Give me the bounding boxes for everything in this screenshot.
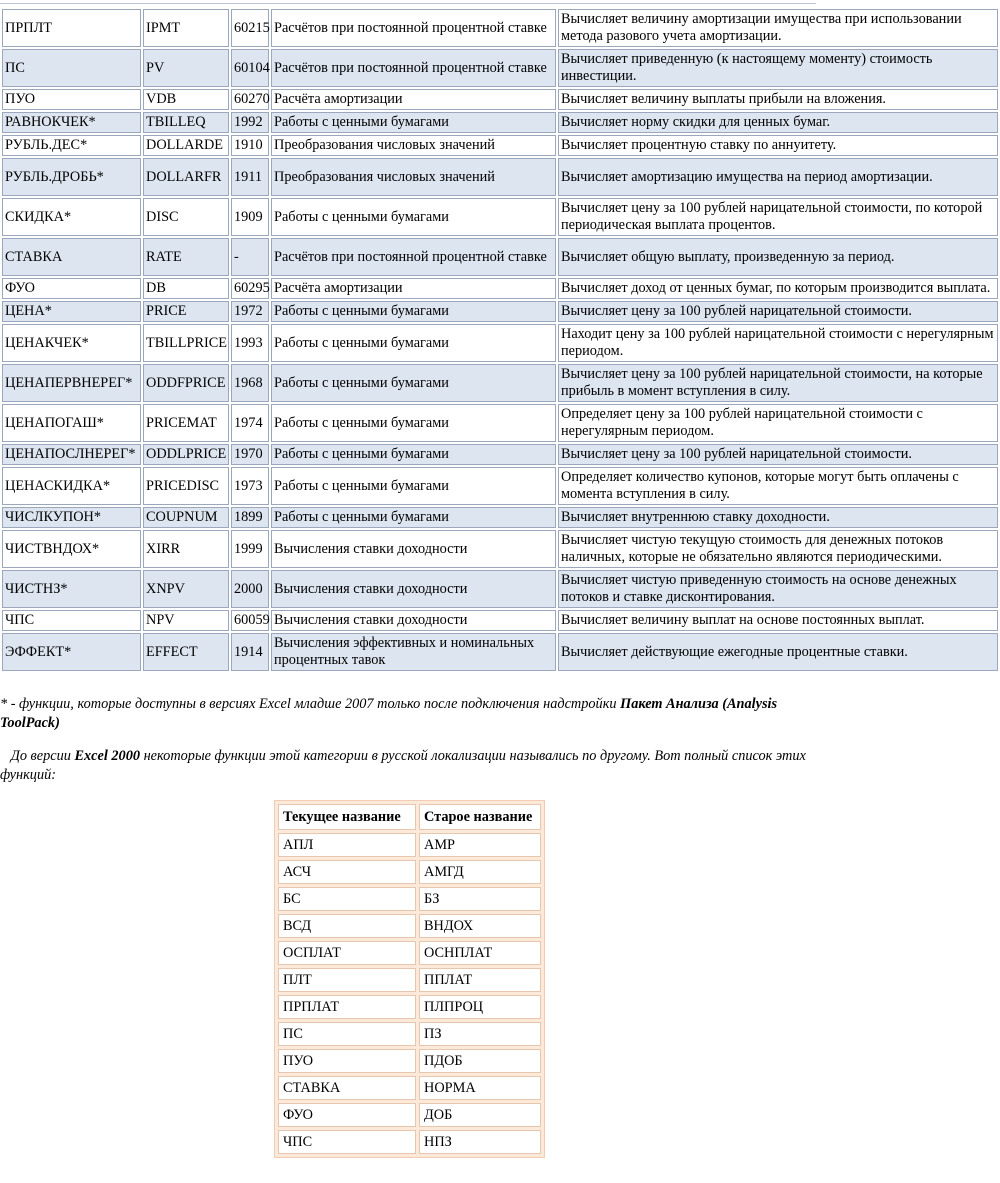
- function-code: 1914: [231, 633, 269, 671]
- function-code: 1970: [231, 444, 269, 465]
- function-en-name: RATE: [143, 238, 229, 276]
- table-row: [2, 135, 998, 156]
- table-row: [278, 833, 541, 857]
- function-ru-name: ПРПЛТ: [2, 9, 141, 47]
- function-ru-name: СКИДКА*: [2, 198, 141, 236]
- old-name-cell: ПЛПРОЦ: [419, 995, 541, 1019]
- footnote: [0, 695, 816, 733]
- function-category: Работы с ценными бумагами: [271, 112, 556, 133]
- rename-table-body: [278, 833, 541, 1154]
- current-name-cell: ЧПС: [278, 1130, 416, 1154]
- function-en-name: ODDFPRICE: [143, 364, 229, 402]
- function-ru-name: ЦЕНАКЧЕК*: [2, 324, 141, 362]
- table-row: [2, 9, 998, 47]
- table-row: [2, 89, 998, 110]
- footnote-text: * - функции, которые доступны в версиях Excel младше 2007 только после подключения надстройки: [0, 696, 621, 712]
- function-code: 60295: [231, 278, 269, 299]
- old-name-cell: ППЛАТ: [419, 968, 541, 992]
- function-en-name: DOLLARDE: [143, 135, 229, 156]
- current-name-cell: ПС: [278, 1022, 416, 1046]
- function-ru-name: ПУО: [2, 89, 141, 110]
- function-code: 1993: [231, 324, 269, 362]
- function-description: Вычисляет амортизацию имущества на период амортизации.: [558, 158, 998, 196]
- function-code: 60270: [231, 89, 269, 110]
- table-row: [2, 112, 998, 133]
- table-row: [2, 467, 998, 505]
- function-ru-name: ЧИСЛКУПОН*: [2, 507, 141, 528]
- old-name-cell: БЗ: [419, 887, 541, 911]
- function-en-name: TBILLEQ: [143, 112, 229, 133]
- function-code: -: [231, 238, 269, 276]
- table-row: [2, 507, 998, 528]
- function-description: Вычисляет величину выплаты прибыли на вложения.: [558, 89, 998, 110]
- function-category: Преобразования числовых значений: [271, 135, 556, 156]
- function-category: Вычисления ставки доходности: [271, 570, 556, 608]
- table-row: [2, 238, 998, 276]
- function-code: 60215: [231, 9, 269, 47]
- function-ru-name: РАВНОКЧЕК*: [2, 112, 141, 133]
- function-en-name: PRICE: [143, 301, 229, 322]
- rename-note-version: Excel 2000: [74, 748, 141, 764]
- function-ru-name: ЧПС: [2, 610, 141, 631]
- function-category: Расчётов при постоянной процентной ставке: [271, 238, 556, 276]
- top-divider: [0, 3, 816, 4]
- old-name-cell: ДОБ: [419, 1103, 541, 1127]
- function-description: Определяет цену за 100 рублей нарицательной стоимости с нерегулярным периодом.: [558, 404, 998, 442]
- function-description: Вычисляет действующие ежегодные процентные ставки.: [558, 633, 998, 671]
- old-name-cell: НОРМА: [419, 1076, 541, 1100]
- function-category: Вычисления ставки доходности: [271, 530, 556, 568]
- table-row: [278, 968, 541, 992]
- table-row: [278, 1076, 541, 1100]
- function-description: Вычисляет чистую текущую стоимость для денежных потоков наличных, которые не обязательно являются периодическими.: [558, 530, 998, 568]
- old-name-cell: АМР: [419, 833, 541, 857]
- function-en-name: COUPNUM: [143, 507, 229, 528]
- rename-note: [0, 747, 816, 785]
- table-row: [2, 278, 998, 299]
- old-name-cell: ВНДОХ: [419, 914, 541, 938]
- current-name-cell: БС: [278, 887, 416, 911]
- table-row: [278, 995, 541, 1019]
- function-ru-name: СТАВКА: [2, 238, 141, 276]
- function-description: Вычисляет норму скидки для ценных бумаг.: [558, 112, 998, 133]
- header-old-name: Старое название: [419, 804, 541, 830]
- function-code: 1973: [231, 467, 269, 505]
- function-en-name: EFFECT: [143, 633, 229, 671]
- footnote-addin: Пакет Анализа (Analysis ToolPack): [0, 696, 778, 731]
- rename-note-prefix: До версии: [10, 748, 75, 764]
- function-category: Работы с ценными бумагами: [271, 198, 556, 236]
- function-description: Вычисляет доход от ценных бумаг, по которым производится выплата.: [558, 278, 998, 299]
- function-code: 60059: [231, 610, 269, 631]
- current-name-cell: ОСПЛАТ: [278, 941, 416, 965]
- current-name-cell: АПЛ: [278, 833, 416, 857]
- function-ru-name: ЦЕНАПОСЛНЕРЕГ*: [2, 444, 141, 465]
- function-en-name: DOLLARFR: [143, 158, 229, 196]
- function-category: Работы с ценными бумагами: [271, 444, 556, 465]
- function-code: 1909: [231, 198, 269, 236]
- function-ru-name: РУБЛЬ.ДРОБЬ*: [2, 158, 141, 196]
- table-row: [2, 324, 998, 362]
- function-category: Вычисления ставки доходности: [271, 610, 556, 631]
- old-name-cell: АМГД: [419, 860, 541, 884]
- function-code: 1899: [231, 507, 269, 528]
- table-row: [2, 301, 998, 322]
- table-row: [278, 887, 541, 911]
- current-name-cell: ПЛТ: [278, 968, 416, 992]
- function-code: 1974: [231, 404, 269, 442]
- table-row: [2, 633, 998, 671]
- function-en-name: PV: [143, 49, 229, 87]
- function-code: 1992: [231, 112, 269, 133]
- table-row: [278, 1103, 541, 1127]
- function-category: Работы с ценными бумагами: [271, 507, 556, 528]
- function-ru-name: ЧИСТНЗ*: [2, 570, 141, 608]
- function-ru-name: ФУО: [2, 278, 141, 299]
- functions-table-body: [2, 9, 998, 671]
- table-row: [278, 1022, 541, 1046]
- current-name-cell: ВСД: [278, 914, 416, 938]
- old-name-cell: ОСНПЛАТ: [419, 941, 541, 965]
- function-code: 1972: [231, 301, 269, 322]
- function-code: 60104: [231, 49, 269, 87]
- rename-table: [274, 800, 545, 1158]
- function-description: Вычисляет величину амортизации имущества при использовании метода разового учета амортизации.: [558, 9, 998, 47]
- function-code: 1911: [231, 158, 269, 196]
- function-ru-name: ЦЕНА*: [2, 301, 141, 322]
- function-category: Работы с ценными бумагами: [271, 324, 556, 362]
- old-name-cell: ПЗ: [419, 1022, 541, 1046]
- function-en-name: IPMT: [143, 9, 229, 47]
- function-en-name: TBILLPRICE: [143, 324, 229, 362]
- function-description: Вычисляет чистую приведенную стоимость на основе денежных потоков и ставке дисконтирования.: [558, 570, 998, 608]
- function-ru-name: ЭФФЕКТ*: [2, 633, 141, 671]
- function-ru-name: ПС: [2, 49, 141, 87]
- function-ru-name: ЦЕНАСКИДКА*: [2, 467, 141, 505]
- function-description: Вычисляет цену за 100 рублей нарицательной стоимости.: [558, 444, 998, 465]
- table-row: [278, 941, 541, 965]
- function-en-name: ODDLPRICE: [143, 444, 229, 465]
- function-en-name: XIRR: [143, 530, 229, 568]
- table-row: [278, 1130, 541, 1154]
- function-en-name: PRICEDISC: [143, 467, 229, 505]
- old-name-cell: НПЗ: [419, 1130, 541, 1154]
- functions-table: [0, 7, 1000, 673]
- function-category: Работы с ценными бумагами: [271, 364, 556, 402]
- function-category: Расчётов при постоянной процентной ставке: [271, 9, 556, 47]
- function-en-name: VDB: [143, 89, 229, 110]
- function-description: Вычисляет цену за 100 рублей нарицательной стоимости, по которой периодическая выплата процентов.: [558, 198, 998, 236]
- current-name-cell: ПРПЛАТ: [278, 995, 416, 1019]
- header-current-name: Текущее название: [278, 804, 416, 830]
- function-description: Вычисляет цену за 100 рублей нарицательной стоимости.: [558, 301, 998, 322]
- function-en-name: DISC: [143, 198, 229, 236]
- table-row: [2, 158, 998, 196]
- rename-note-suffix: некоторые функции этой категории в русской локализации назывались по другому. Вот полный список этих функций:: [0, 748, 806, 783]
- old-name-cell: ПДОБ: [419, 1049, 541, 1073]
- function-description: Вычисляет общую выплату, произведенную за период.: [558, 238, 998, 276]
- table-row: [2, 404, 998, 442]
- function-category: Работы с ценными бумагами: [271, 301, 556, 322]
- function-en-name: PRICEMAT: [143, 404, 229, 442]
- table-row: [2, 364, 998, 402]
- table-row: [278, 860, 541, 884]
- function-code: 1910: [231, 135, 269, 156]
- current-name-cell: АСЧ: [278, 860, 416, 884]
- table-row: [2, 570, 998, 608]
- current-name-cell: ПУО: [278, 1049, 416, 1073]
- function-category: Преобразования числовых значений: [271, 158, 556, 196]
- function-ru-name: ЧИСТВНДОХ*: [2, 530, 141, 568]
- table-row: [2, 610, 998, 631]
- function-description: Определяет количество купонов, которые могут быть оплачены с момента вступления в силу.: [558, 467, 998, 505]
- function-category: Вычисления эффективных и номинальных процентных тавок: [271, 633, 556, 671]
- function-description: Вычисляет внутреннюю ставку доходности.: [558, 507, 998, 528]
- function-ru-name: ЦЕНАПОГАШ*: [2, 404, 141, 442]
- table-row: [2, 198, 998, 236]
- function-ru-name: РУБЛЬ.ДЕС*: [2, 135, 141, 156]
- table-row: [2, 49, 998, 87]
- function-category: Работы с ценными бумагами: [271, 404, 556, 442]
- function-code: 2000: [231, 570, 269, 608]
- function-description: Вычисляет процентную ставку по аннуитету.: [558, 135, 998, 156]
- function-category: Работы с ценными бумагами: [271, 467, 556, 505]
- function-description: Вычисляет цену за 100 рублей нарицательной стоимости, на которые прибыль в момент вступления в силу.: [558, 364, 998, 402]
- function-ru-name: ЦЕНАПЕРВНЕРЕГ*: [2, 364, 141, 402]
- function-code: 1999: [231, 530, 269, 568]
- function-description: Находит цену за 100 рублей нарицательной стоимости с нерегулярным периодом.: [558, 324, 998, 362]
- function-description: Вычисляет приведенную (к настоящему моменту) стоимость инвестиции.: [558, 49, 998, 87]
- function-code: 1968: [231, 364, 269, 402]
- table-row: [278, 1049, 541, 1073]
- function-category: Расчёта амортизации: [271, 278, 556, 299]
- table-row: [278, 914, 541, 938]
- function-category: Расчётов при постоянной процентной ставке: [271, 49, 556, 87]
- function-en-name: XNPV: [143, 570, 229, 608]
- function-description: Вычисляет величину выплат на основе постоянных выплат.: [558, 610, 998, 631]
- rename-table-header: [278, 804, 541, 830]
- table-row: [2, 530, 998, 568]
- current-name-cell: СТАВКА: [278, 1076, 416, 1100]
- function-en-name: DB: [143, 278, 229, 299]
- current-name-cell: ФУО: [278, 1103, 416, 1127]
- function-category: Расчёта амортизации: [271, 89, 556, 110]
- table-row: [2, 444, 998, 465]
- function-en-name: NPV: [143, 610, 229, 631]
